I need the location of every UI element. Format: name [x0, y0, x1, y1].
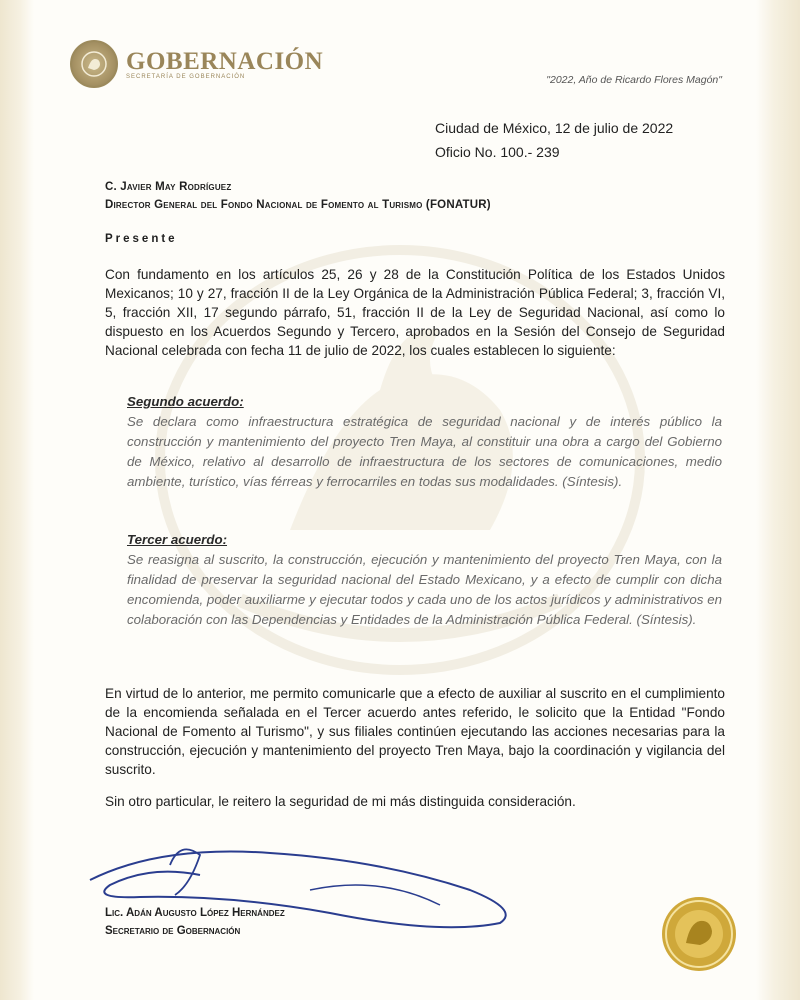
- agreement-title: Tercer acuerdo:: [127, 532, 228, 547]
- official-seal-icon: [660, 895, 738, 973]
- coat-of-arms-icon: [70, 40, 118, 88]
- header-logo: [70, 40, 323, 88]
- recipient-block: [105, 178, 491, 214]
- agreement-text: Se reasigna al suscrito, la construcción, ejecución y mantenimiento del proyecto Tren Maya, con la finalidad de preservar la seguridad nacional del Estado Mexicano, y a efecto de cumplir con dicha encomienda, poder auxiliarme y ejecutar todos y cada uno de los actos jurídicos y administrativos en colaboración con las Dependencias y Entidades de la Administración Pública Federal. (Síntesis).: [127, 552, 722, 627]
- recipient-name: C. Javier May Rodríguez: [105, 181, 232, 193]
- salutation: Presente: [105, 233, 178, 245]
- agreement-text: Se declara como infraestructura estratégica de seguridad nacional y de interés público la construcción y mantenimiento del proyecto Tren Maya, al constituir una obra a cargo del Gobierno de México, relativo al desarrollo de infraestructura de los sectores de comunicaciones, medio ambiente, turístico, vías férreas y ferrocarriles en todas sus modalidades. (Síntesis).: [127, 414, 722, 489]
- oficio-number: Oficio No. 100.- 239: [435, 144, 560, 160]
- signer-name: Lic. Adán Augusto López Hernández: [105, 907, 285, 919]
- dateline: [435, 116, 673, 164]
- place-date: Ciudad de México, 12 de julio de 2022: [435, 120, 674, 136]
- recipient-position: Director General del Fondo Nacional de Fomento al Turismo (FONATUR): [105, 199, 491, 211]
- agreement-title: Segundo acuerdo:: [127, 394, 244, 409]
- agreement-third: [127, 530, 722, 630]
- closing-paragraph: Sin otro particular, le reitero la seguridad de mi más distinguida consideración.: [105, 794, 576, 809]
- year-motto: "2022, Año de Ricardo Flores Magón": [546, 74, 722, 86]
- decorative-border-right: [756, 0, 800, 1000]
- decorative-border-left: [0, 0, 34, 1000]
- request-paragraph: En virtud de lo anterior, me permito comunicarle que a efecto de auxiliar al suscrito en el cumplimiento de la encomienda señalada en el Tercer acuerdo antes referido, le solicito que la Entidad "Fondo Nacional de Fomento al Turismo", y sus filiales continúen ejecutando las acciones necesarias para la construcción, ejecución y mantenimiento del proyecto Tren Maya, bajo la coordinación y vigilancia del suscrito.: [105, 686, 725, 777]
- agreement-second: [127, 392, 722, 492]
- brand-name: GOBERNACIÓN: [126, 48, 324, 75]
- intro-paragraph: Con fundamento en los artículos 25, 26 y 28 de la Constitución Política de los Estados Unidos Mexicanos; 10 y 27, fracción II de la Ley Orgánica de la Administración Pública Federal; 3, fracción VI, 5, fracción XII, 17 segundo párrafo, 51, fracción II de la Ley de Seguridad Nacional, así como lo dispuesto en los Acuerdos Segundo y Tercero, aprobados en la Sesión del Consejo de Seguridad Nacional celebrada con fecha 11 de julio de 2022, los cuales establecen lo siguiente:: [105, 267, 725, 358]
- brand-subtitle: SECRETARÍA DE GOBERNACIÓN: [126, 74, 246, 80]
- signer-position: Secretario de Gobernación: [105, 925, 241, 937]
- signer-block: [105, 904, 285, 940]
